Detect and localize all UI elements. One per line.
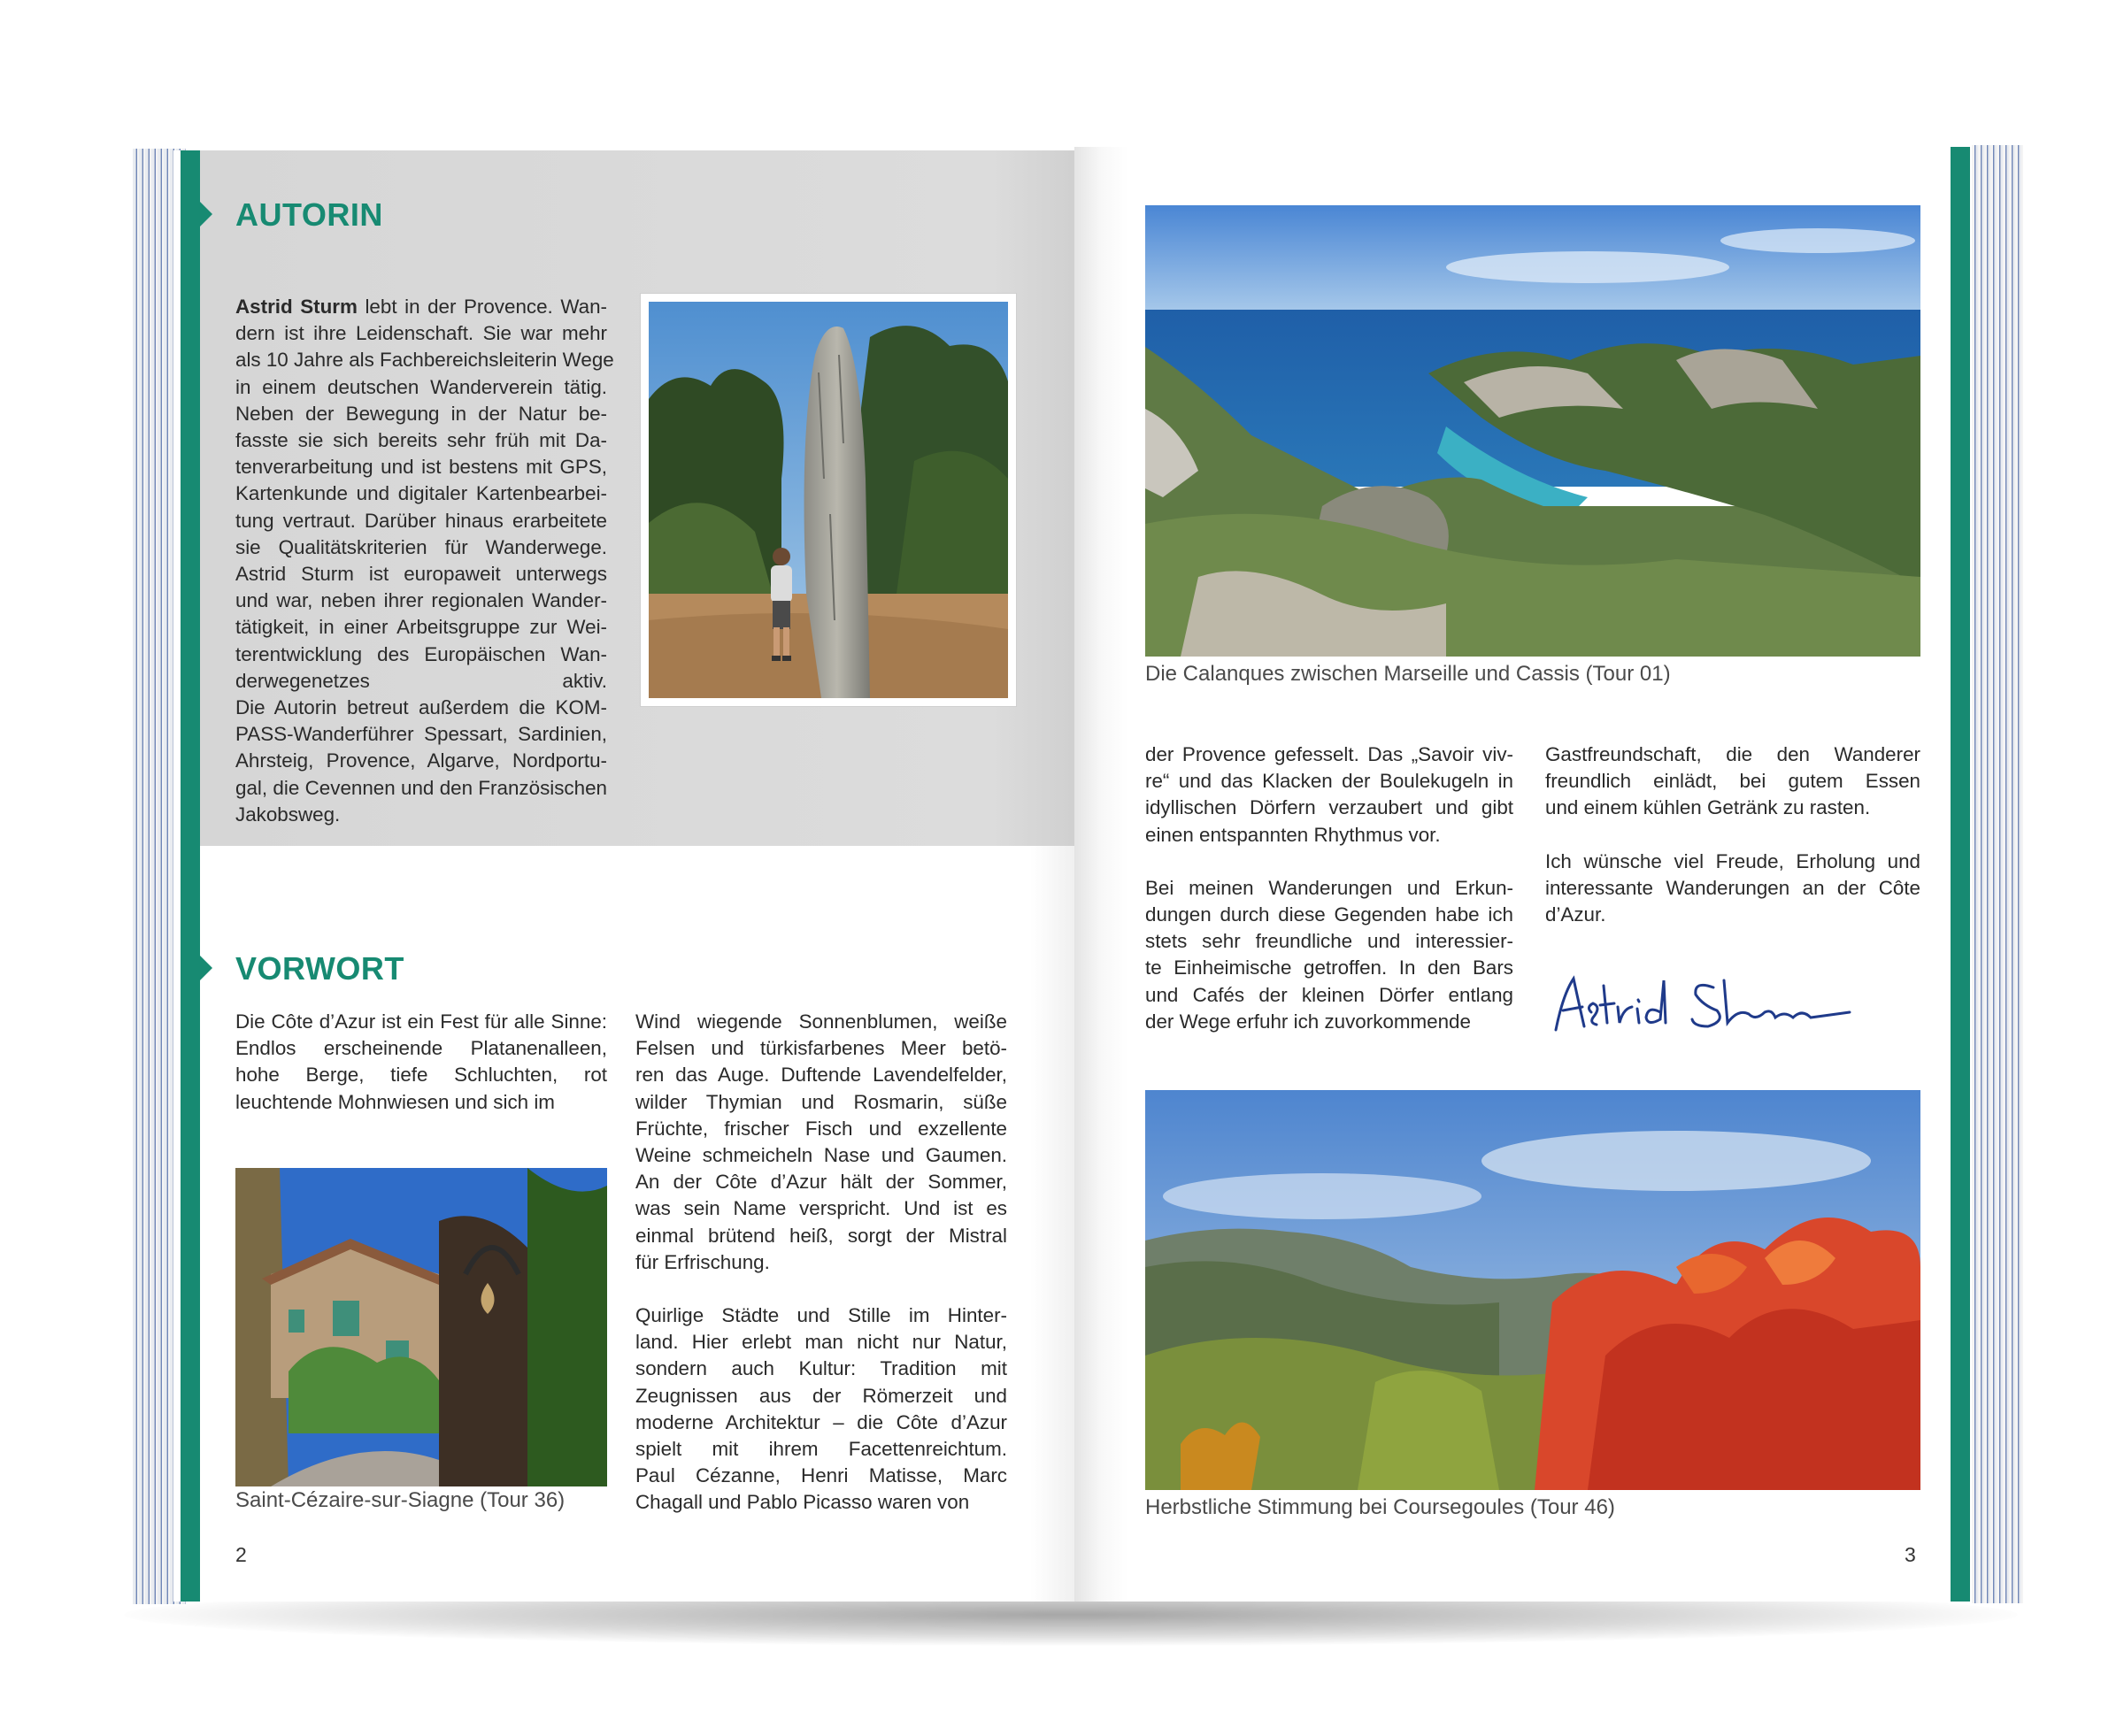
text-line: Felsen und türkisfarbenes Meer betö-	[635, 1037, 1007, 1060]
text-line: einmal brütend heiß, sorgt der Mistral	[635, 1224, 1007, 1247]
foreword-col1-lines	[235, 1009, 607, 1116]
text-line: ren das Auge. Duftende Lavendelfelder,	[635, 1064, 1007, 1087]
text-line: Früchte, frischer Fisch und exzellente	[635, 1117, 1007, 1140]
text-line: freundlich einlädt, bei gutem Essen	[1545, 770, 1920, 793]
text-line: tenverarbeitung und ist bestens mit GPS,	[235, 456, 607, 479]
text-line: und einem kühlen Getränk zu rasten.	[1545, 796, 1871, 819]
text-line: te Einheimische getroffen. In den Bars	[1145, 956, 1513, 979]
text-line: Neben der Bewegung in der Natur be-	[235, 402, 607, 425]
page-number-right: 3	[1905, 1543, 1916, 1566]
foreword-column-1	[235, 1009, 607, 1116]
text-line: Die Côte d’Azur ist ein Fest für alle Sinne:	[235, 1010, 607, 1033]
text-line: gal, die Cevennen und den Französischen	[235, 776, 607, 799]
text-line: der Wege erfuhr ich zuvorkommende	[1145, 1010, 1471, 1033]
text-line: für Erfrischung.	[635, 1250, 770, 1273]
text-line: Bei meinen Wanderungen und Erkun-	[1145, 876, 1513, 899]
right-col2-para1	[1545, 741, 1920, 822]
right-col2-para2	[1545, 849, 1920, 929]
text-line: was sein Name verspricht. Und ist es	[635, 1197, 1007, 1220]
foreword-heading: VORWORT	[235, 950, 404, 987]
text-line: idyllischen Dörfern verzaubert und gibt	[1145, 796, 1513, 819]
text-line: einen entspannten Rhythmus vor.	[1145, 823, 1441, 846]
text-line: Ich wünsche viel Freude, Erholung und	[1545, 849, 1920, 872]
author-name: Astrid Sturm	[235, 296, 358, 318]
text-line: in einem deutschen Wanderverein tätig.	[235, 375, 607, 398]
text-line: sie Qualitätskriterien für Wanderwege.	[235, 535, 607, 558]
text-line: Kartenkunde und digitaler Kartenbearbei-	[235, 482, 607, 505]
text-line: Weine schmeicheln Nase und Gaumen.	[635, 1144, 1007, 1167]
foreword-column-2	[635, 1009, 1007, 1517]
text-line: Zeugnissen aus der Römerzeit und	[635, 1384, 1007, 1407]
saint-cezaire-caption: Saint-Cézaire-sur-Siagne (Tour 36)	[235, 1488, 566, 1512]
text-line: Paul Cézanne, Henri Matisse, Marc	[635, 1464, 1007, 1487]
left-accent-bar	[181, 150, 200, 1602]
section-arrow-icon	[200, 202, 212, 227]
foreword-col2-para2	[635, 1302, 1007, 1517]
author-bio-lines	[235, 294, 614, 828]
section-arrow-icon	[200, 956, 212, 980]
text-line: leuchtende Mohnwiesen und sich im	[235, 1090, 555, 1113]
foreword-col2-para1	[635, 1009, 1007, 1276]
text-line: derwegenetzes aktiv.	[235, 669, 607, 692]
author-bio	[235, 294, 614, 828]
author-photo	[641, 294, 1016, 706]
text-line: Die Autorin betreut außerdem die KOM-	[235, 696, 607, 719]
text-line: Quirlige Städte und Stille im Hinter-	[635, 1304, 1007, 1327]
text-line: und Cafés der kleinen Dörfer entlang	[1145, 983, 1513, 1006]
page-edges-right	[1972, 145, 2023, 1603]
right-col1-para1	[1145, 741, 1513, 849]
text-line	[235, 294, 607, 320]
text-line: hohe Berge, tiefe Schluchten, rot	[235, 1064, 607, 1087]
text-line: dern ist ihre Leidenschaft. Sie war mehr	[235, 322, 607, 345]
text-line: und war, neben ihrer regionalen Wander-	[235, 589, 607, 612]
text-line: der Provence gefesselt. Das „Savoir viv-	[1145, 743, 1513, 765]
text-line: Chagall und Pablo Picasso waren von	[635, 1491, 970, 1514]
text-line: land. Hier erlebt man nicht nur Natur,	[635, 1331, 1007, 1354]
text-line: An der Côte d’Azur hält der Sommer,	[635, 1171, 1007, 1194]
text-line: Jakobsweg.	[235, 803, 341, 826]
text-line: Wind wiegende Sonnenblumen, weiße	[635, 1010, 1007, 1033]
text-line-rest: lebt in der Provence. Wan-	[357, 296, 607, 318]
right-column-2	[1545, 741, 1920, 928]
right-accent-bar	[1951, 147, 1970, 1602]
saint-cezaire-photo	[235, 1168, 607, 1486]
left-page	[173, 150, 1085, 1602]
text-line: re“ und das Klacken der Boulekugeln in	[1145, 770, 1513, 793]
author-heading: AUTORIN	[235, 196, 383, 233]
text-line: Gastfreundschaft, die den Wanderer	[1545, 743, 1920, 765]
text-line: spielt mit ihrem Facettenreichtum.	[635, 1438, 1007, 1461]
text-line: tätigkeit, in einer Arbeitsgruppe zur Wei-	[235, 616, 607, 639]
text-line: moderne Architektur – die Côte d’Azur	[635, 1410, 1007, 1433]
text-line: d’Azur.	[1545, 903, 1606, 926]
right-col1-para2	[1145, 875, 1513, 1035]
coursegoules-photo	[1145, 1090, 1920, 1490]
author-signature	[1552, 968, 1853, 1039]
page-number-left: 2	[235, 1543, 247, 1566]
right-page	[1074, 147, 1972, 1602]
text-line: sondern auch Kultur: Tradition mit	[635, 1357, 1007, 1380]
text-line: wilder Thymian und Rosmarin, süße	[635, 1090, 1007, 1113]
text-line: Endlos erscheinende Platanenalleen,	[235, 1037, 607, 1060]
text-line: Astrid Sturm ist europaweit unterwegs	[235, 563, 607, 586]
text-line: PASS-Wanderführer Spessart, Sardinien,	[235, 723, 607, 746]
calanques-photo	[1145, 205, 1920, 657]
text-line: fasste sie sich bereits sehr früh mit Da-	[235, 429, 607, 452]
text-line: tung vertraut. Darüber hinaus erarbeitete	[235, 509, 607, 532]
text-line: als 10 Jahre als Fachbereichsleiterin Wege	[235, 349, 614, 372]
text-line: dungen durch diese Gegenden habe ich	[1145, 903, 1513, 926]
text-line: interessante Wanderungen an der Côte	[1545, 876, 1920, 899]
coursegoules-caption: Herbstliche Stimmung bei Coursegoules (Tour 46)	[1145, 1495, 1615, 1519]
text-line: Ahrsteig, Provence, Algarve, Nordportu-	[235, 749, 607, 772]
text-line: terentwicklung des Europäischen Wan-	[235, 642, 607, 665]
text-line: stets sehr freundliche und interessier-	[1145, 930, 1513, 953]
right-column-1	[1145, 741, 1513, 1035]
calanques-caption: Die Calanques zwischen Marseille und Cassis (Tour 01)	[1145, 662, 1671, 686]
